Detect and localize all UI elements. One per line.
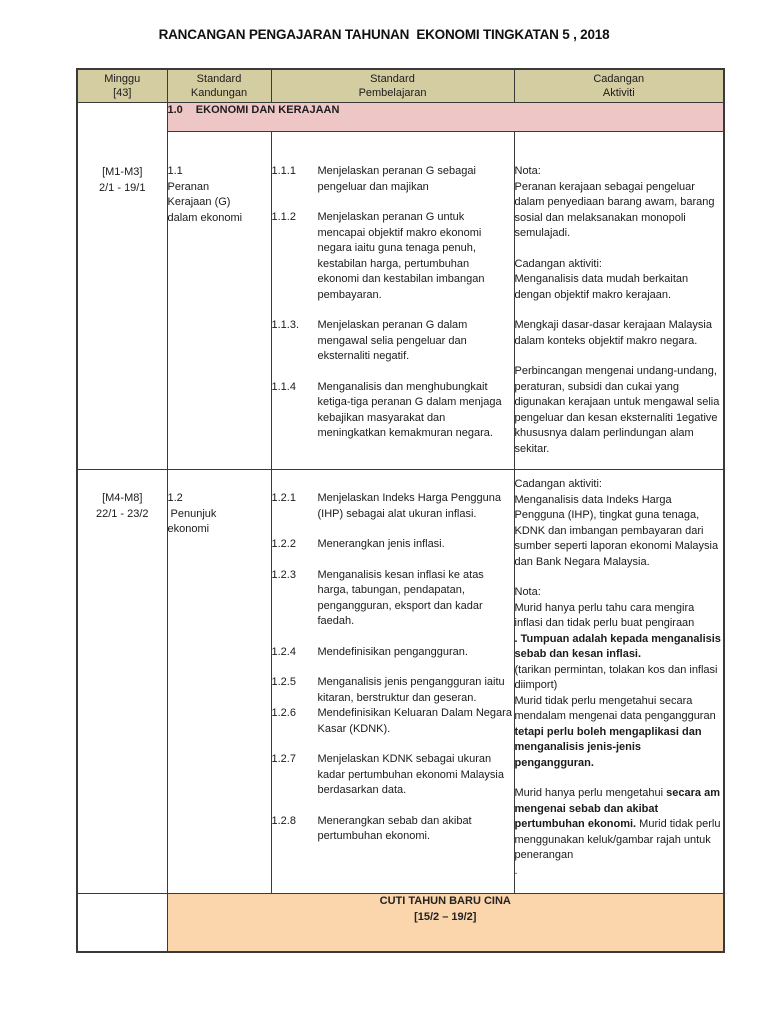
item-number: 1.1.2 bbox=[271, 211, 296, 223]
text-line: [M1-M3] bbox=[102, 166, 143, 178]
item-text: Menjelaskan Indeks Harga Pengguna (IHP) sebagai alat ukuran inflasi. bbox=[317, 492, 501, 520]
header-line: Standard bbox=[196, 73, 242, 85]
activity-paragraph: Mengkaji dasar-dasar kerajaan Malaysia dalam konteks objektif makro negara. bbox=[514, 319, 712, 347]
item-number: 1.2.5 bbox=[271, 676, 296, 688]
header-row bbox=[77, 69, 724, 103]
item-text: Menerangkan sebab dan akibat pertumbuhan ekonomi. bbox=[317, 814, 472, 842]
header-line: Kandungan bbox=[190, 87, 248, 99]
header-line: Cadangan bbox=[593, 73, 645, 85]
item-text: Menjelaskan KDNK sebagai ukuran kadar pertumbuhan ekonomi Malaysia berdasarkan data. bbox=[317, 753, 504, 796]
learning-item bbox=[272, 210, 514, 303]
col-header-standard-kandungan bbox=[167, 69, 271, 103]
text-line: 1.2 bbox=[167, 492, 183, 504]
rpt-table bbox=[76, 68, 725, 953]
item-text: Menjelaskan peranan G untuk mencapai objektif makro ekonomi negara iaitu guna tenaga penuh, kestabilan harga, pertumbuhan ekonomi dan kestabilan imbangan pembayaran. bbox=[317, 211, 485, 301]
page-title: RANCANGAN PENGAJARAN TAHUNAN EKONOMI TINGKATAN 5 , 2018 bbox=[158, 27, 610, 42]
holiday-title: CUTI TAHUN BARU CINA bbox=[379, 895, 511, 907]
item-number: 1.2.8 bbox=[271, 814, 296, 827]
topic-row bbox=[77, 103, 724, 132]
text-line: [M4-M8] bbox=[102, 492, 143, 504]
activity-paragraph: Perbincangan mengenai undang-undang, peraturan, subsidi dan cukai yang digunakan kerajaan untuk mengawal selia pengeluar dan kesan eksternaliti 1egative khususnya dalam perlindungan alam sekitar. bbox=[514, 365, 720, 455]
activity-paragraph: (tarikan permintan, tolakan kos dan inflasi diimport) bbox=[514, 663, 718, 691]
learning-item bbox=[272, 645, 514, 661]
activity-paragraph: Peranan kerajaan sebagai pengeluar dalam penyediaan barang awam, barang sosial dan melaksanakan monopoli semulajadi. bbox=[514, 180, 715, 239]
header-line: Standard bbox=[370, 73, 415, 85]
aktiviti-cell-row1 bbox=[514, 132, 724, 470]
minggu-cell-row2 bbox=[77, 470, 167, 894]
kandungan-cell-row1 bbox=[167, 132, 271, 470]
item-text: Menjelaskan peranan G sebagai pengeluar dan majikan bbox=[317, 165, 476, 193]
activity-paragraph: Menganalisis data mudah berkaitan dengan objektif makro kerajaan. bbox=[514, 273, 689, 301]
header-line: [43] bbox=[113, 87, 132, 99]
text-line: dalam ekonomi bbox=[167, 211, 243, 224]
item-number: 1.1.1 bbox=[271, 165, 296, 177]
item-text: Menerangkan jenis inflasi. bbox=[317, 538, 445, 550]
topic-cell bbox=[167, 103, 724, 132]
learning-item bbox=[272, 318, 514, 365]
text-line: 22/1 - 23/2 bbox=[95, 507, 149, 520]
item-number: 1.2.2 bbox=[271, 538, 296, 550]
activity-paragraph: Murid hanya perlu tahu cara mengira inflasi dan tidak perlu buat pengiraan bbox=[514, 601, 695, 629]
aktiviti-cell-row2 bbox=[514, 470, 724, 894]
item-text: Mendefinisikan Keluaran Dalam Negara Kasar (KDNK). bbox=[317, 707, 512, 735]
item-text: Menjelaskan peranan G dalam mengawal selia pengeluar dan eksternaliti negatif. bbox=[317, 319, 468, 362]
activity-paragraph: Nota: bbox=[514, 586, 541, 598]
topic-label: EKONOMI DAN KERAJAAN bbox=[195, 104, 340, 116]
header-line: Aktiviti bbox=[602, 87, 635, 99]
item-text: Menganalisis dan menghubungkait ketiga-tiga peranan G dalam menjaga kebajikan masyarakat dan meningkatkan kemakmuran negara. bbox=[317, 380, 502, 439]
text-line: Kerajaan (G) bbox=[167, 196, 231, 208]
learning-item bbox=[272, 491, 514, 522]
holiday-empty-cell bbox=[77, 894, 167, 952]
text-line: Peranan bbox=[167, 180, 210, 193]
item-number: 1.1.3. bbox=[271, 319, 300, 331]
holiday-dates: [15/2 – 19/2] bbox=[414, 910, 477, 923]
pembelajaran-cell-row2 bbox=[271, 470, 514, 894]
col-header-cadangan-aktiviti bbox=[514, 69, 724, 103]
header-line: Minggu bbox=[104, 73, 141, 85]
learning-item bbox=[272, 380, 514, 442]
item-number: 1.2.7 bbox=[271, 753, 296, 765]
holiday-row bbox=[77, 894, 724, 952]
activity-paragraph: . Tumpuan adalah kepada menganalisis sebab dan kesan inflasi. bbox=[514, 632, 721, 660]
activity-paragraph: Nota: bbox=[514, 165, 541, 177]
activity-paragraph: . bbox=[514, 864, 518, 877]
learning-item bbox=[272, 706, 514, 737]
activity-paragraph: Cadangan aktiviti: bbox=[514, 257, 602, 270]
text-line: Penunjuk bbox=[167, 507, 217, 520]
col-header-minggu bbox=[77, 69, 167, 103]
learning-item bbox=[272, 537, 514, 553]
text-line: 1.1 bbox=[167, 165, 183, 177]
activity-paragraph: Menganalisis data Indeks Harga Pengguna (IHP), tingkat guna tenaga, KDNK dan imbangan pembayaran dari sumber seperti laporan ekonomi Malaysia dan Bank Negara Malaysia. bbox=[514, 493, 719, 568]
activity-paragraph: Murid tidak perlu mengetahui secara mendalam mengenai data pengangguran tetapi perlu boleh mengaplikasi dan menganalisis jenis-jenis pengangguran. bbox=[514, 694, 716, 769]
topic-number: 1.0 bbox=[167, 104, 183, 116]
learning-item bbox=[272, 568, 514, 630]
text-line: ekonomi bbox=[167, 523, 210, 535]
activity-paragraph: Cadangan aktiviti: bbox=[514, 478, 602, 490]
activity-paragraph: Murid hanya perlu mengetahui secara am mengenai sebab dan akibat pertumbuhan ekonomi. Murid tidak perlu menggunakan keluk/gambar rajah untuk penerangan bbox=[514, 787, 721, 861]
col-header-standard-pembelajaran bbox=[271, 69, 514, 103]
pembelajaran-cell-row1 bbox=[271, 132, 514, 470]
item-number: 1.2.3 bbox=[271, 568, 296, 581]
header-line: Pembelajaran bbox=[358, 87, 427, 99]
learning-item bbox=[272, 752, 514, 799]
holiday-cell bbox=[167, 894, 724, 952]
item-text: Menganalisis kesan inflasi ke atas harga, tabungan, pendapatan, pengangguran, eksport dan kadar faedah. bbox=[317, 568, 484, 627]
learning-item bbox=[272, 675, 514, 706]
learning-item bbox=[272, 164, 514, 195]
item-number: 1.2.6 bbox=[271, 707, 296, 719]
item-text: Mendefinisikan pengangguran. bbox=[317, 645, 468, 658]
content-row-1 bbox=[77, 132, 724, 470]
text-line: 2/1 - 19/1 bbox=[99, 181, 146, 194]
item-number: 1.1.4 bbox=[271, 380, 296, 393]
item-text: Menganalisis jenis pengangguran iaitu kitaran, berstruktur dan geseran. bbox=[317, 676, 505, 704]
kandungan-cell-row2 bbox=[167, 470, 271, 894]
minggu-cell-row1 bbox=[77, 103, 167, 470]
item-number: 1.2.4 bbox=[271, 645, 296, 658]
learning-item bbox=[272, 814, 514, 845]
item-number: 1.2.1 bbox=[271, 492, 296, 504]
content-row-2 bbox=[77, 470, 724, 894]
